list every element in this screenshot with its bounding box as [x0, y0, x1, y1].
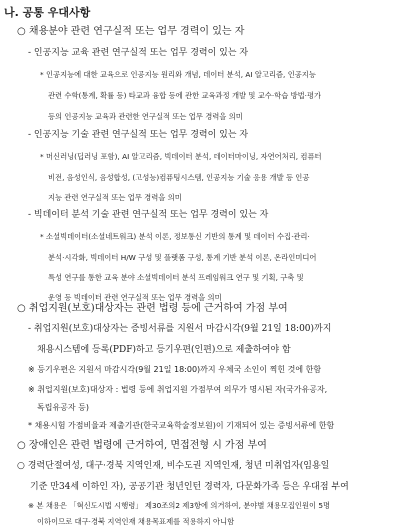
note-line: 운영 등 빅데이터 관련 연구실적 또는 업무 경력을 의미 [48, 293, 222, 302]
asterisk-icon: * [28, 421, 32, 430]
note-text: 머신러닝(딥러닝 포함), AI 알고리즘, 빅데이터 분석, 데이터마이닝, 자연어처리, 컴퓨터 [45, 152, 322, 161]
section-title: 나. 공통 우대사항 [4, 6, 91, 19]
note-line: 비전, 음성인식, 음성합성, (고성능)컴퓨팅시스템, 인공지능 기술 응용 개발 등 인공 [48, 173, 310, 182]
sub-item-text: 인공지능 기술 관련 연구실적 또는 업무 경력이 있는 자 [33, 130, 249, 140]
asterisk-icon: * [40, 70, 44, 79]
sub-item [28, 131, 248, 140]
sub-item [28, 325, 331, 334]
list-item [17, 27, 244, 37]
reference-mark-icon: ※ [28, 501, 35, 510]
dash-bullet-icon: - [28, 324, 32, 334]
circle-bullet-icon: ○ [17, 440, 26, 451]
circle-bullet-icon: ○ [17, 461, 25, 471]
asterisk-icon: * [40, 152, 44, 161]
reference-mark-icon: ※ [28, 365, 35, 374]
dash-bullet-icon: - [28, 210, 32, 220]
note-line [28, 422, 334, 430]
item-text: 경력단절여성, 대구·경북 지역인재, 비수도권 지역인재, 청년 미취업자(임용일 [27, 461, 330, 471]
note-line: 특성 연구를 통한 교육 분야 소셜빅데이터 분석 프레임워크 연구 및 기획, 구축 및 [48, 273, 304, 282]
note-line [28, 386, 327, 394]
circle-bullet-icon: ○ [17, 26, 26, 37]
note-line: 등의 인공지능 교육과 관련한 연구실적 또는 업무 경력을 의미 [48, 112, 243, 121]
note-text: 취업지원(보호)대상자 : 법령 등에 취업지원 가점부여 의무가 명시된 자(국가유공자, [37, 385, 328, 394]
circle-bullet-icon: ○ [17, 303, 26, 314]
note-line [40, 71, 316, 78]
note-line [28, 502, 330, 509]
dash-bullet-icon: - [28, 48, 32, 58]
asterisk-icon: * [40, 232, 44, 241]
sub-item-text: 빅데이터 분석 기술 관련 연구실적 또는 업무 경력이 있는 자 [33, 210, 269, 220]
item-text: 장애인은 관련 법령에 근거하여, 면접전형 시 가점 부여 [28, 440, 267, 451]
sub-item-text: 인공지능 교육 관련 연구실적 또는 업무 경력이 있는 자 [33, 48, 249, 58]
sub-item-line: 채용시스템에 등록(PDF)하고 등기우편(인편)으로 제출하여야 함 [37, 345, 291, 355]
note-line: 독립유공자 등) [37, 403, 90, 412]
note-line: 관련 수학(통계, 확률 등) 타교과 융합 등에 관한 교육과정 개발 및 교수·학습 방법·평가 [48, 91, 322, 100]
note-text: 채용시험 가점비율과 제출기관(한국교육학술정보원)이 기재되어 있는 증빙서류에 한함 [34, 421, 335, 430]
item-text: 취업지원(보호)대상자는 관련 법령 등에 근거하여 가점 부여 [28, 303, 288, 314]
list-item [17, 462, 329, 471]
item-line: 기준 만34세 이하인 자), 공공기관 청년인턴 경력자, 다문화가족 등은 우대점 부여 [30, 482, 349, 492]
list-item [17, 441, 267, 451]
reference-mark-icon: ※ [28, 385, 35, 394]
note-line: 지능 관련 연구실적 또는 업무 경력을 의미 [48, 193, 182, 202]
dash-bullet-icon: - [28, 130, 32, 140]
note-line: 이하이므로 대구·경북 지역인재 채용목표제를 적용하지 아니함 [37, 517, 235, 526]
note-text: 본 채용은 「혁신도시법 시행령」 제30조의2 제3항에 의거하여, 분야별 채용모집인원이 5명 [36, 501, 331, 510]
note-line: 분석·시각화, 빅데이터 H/W 구성 및 플랫폼 구성, 통계 기반 분석 이론, 온라인미디어 [48, 253, 317, 262]
sub-item-text: 취업지원(보호)대상자는 증빙서류를 지원서 마감시각(9월 21일 18:00)까지 [33, 324, 332, 334]
note-text: 인공지능에 대한 교육으로 인공지능 원리와 개념, 데이터 분석, AI 알고리즘, 인공지능 [45, 70, 316, 79]
sub-item [28, 211, 268, 220]
item-text: 채용분야 관련 연구실적 또는 업무 경력이 있는 자 [28, 26, 245, 37]
note-text: 소셜빅데이터(소셜네트워크) 분석 이론, 정보통신 기반의 통계 및 데이터 수집·관리· [45, 232, 310, 241]
note-line [28, 366, 321, 374]
list-item [17, 304, 288, 314]
sub-item [28, 49, 248, 58]
note-line [40, 153, 322, 160]
note-text: 등기우편은 지원서 마감시각(9월 21일 18:00)까지 우체국 소인이 찍힌 것에 한함 [37, 365, 322, 374]
note-line [40, 233, 310, 240]
